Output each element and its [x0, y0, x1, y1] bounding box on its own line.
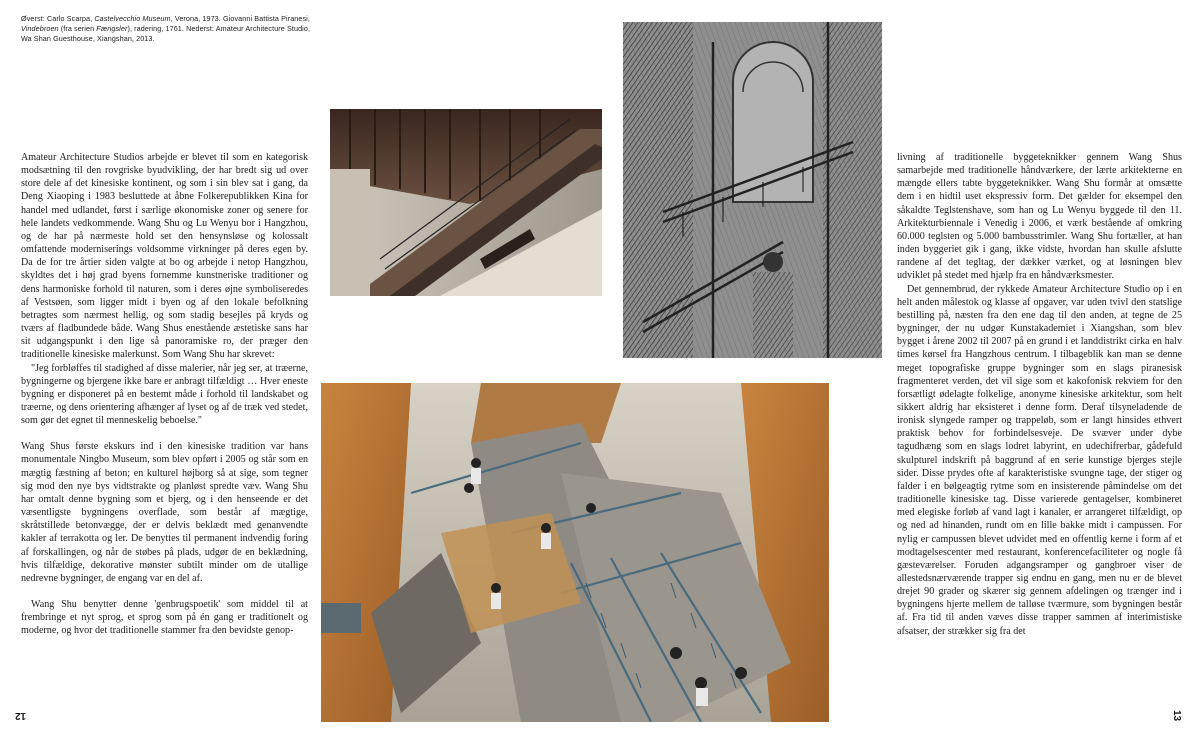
- page-number-left: 12: [15, 710, 27, 721]
- paragraph: Det gennembrud, der rykkede Amateur Architecture Studio op i en helt anden målestok og klasse af opgaver, var uden tvivl den statslige bestilling på, næsten fra den ene dag til den anden, at tegne de 25 bygninger, der nu udgør Kunstakademiet i Xiangshan, som blev bygget i årene 2002 til 2007 på en grund i et landdistrikt cirka en halv times kørsel fra Hangzhous centrum. I tilbageblik kan man se denne meget topografiske gruppe bygninger som en slags piranesisk fragmenteret verden, det vil sige som et kakofonisk rekviem for den forsætligt ødelagte folkelige, anonyme kinesiske arkitektur, som helt sikkert aldrig har eksisteret i denne form. Deraf tilsyneladende de ironisk slyngede ramper og trappeløb, som er langt hinsides ethvert praktisk behov for forbindelsesveje. De svæver under dybe tagudhæng som en slags lodret labyrint, en udechifrerbar, gådefuld skulpturel indskrift på baggrund af en serie kunstige bjerges stejle sider. Disse prydes ofte af karakteristiske svungne tage, der stiger og falder i en bølgeagtig rytme som en insisterende påmindelse om det traditionelle kinesiske tag. Disse varierede gentagelser, kombineret med elegiske forløb af vand lagt i kanaler, er arrangeret tilfældigt, op og ned ad hinanden, rundt om en lille bakke midt i campussen. For nylig er campussen blevet udvidet med en offentlig kerne i form af et modtagelsescenter med restaurant, konferencefaciliteter og nogle få gæsteværelser. Foruden adgangsramper og gangbroer viser de allestedsnærværende trapper sig endnu en gang, men nu er de blevet drejet 90 grader og skærer sig gennem afdelingen og trænger ind i bygningens hjerte mellem de talløse tværmure, som bygningen består af. Fra tid til anden væves disse trapper sammen af interimistiske afsatser, der strækker sig fra det: [897, 283, 1182, 637]
- piranesi-etching: [623, 22, 882, 358]
- quote: "Jeg forbløffes til stadighed af disse malerier, når jeg ser, at træerne, bygningerne og bjergene ikke bare er anbragt tilfældigt … Hver eneste bygning er disponeret på en bestemt måde i forhold til landskabet og træerne, og dens orientering afhænger af lyset og af de træk ved stedet, som gør det egnet til menneskelig beboelse.": [21, 362, 308, 427]
- castelvecchio-photo: [330, 109, 602, 296]
- paragraph: Amateur Architecture Studios arbejde er blevet til som en kategorisk modsætning til den rovgriske byudvikling, der har bredt sig ud over store dele af det kinesiske kontinent, og som i sin blev sat i gang, da Deng Xiaoping i 1983 besluttede at åbne Folkerepublikken Kina for handel med udlandet, først i særlige økonomiske zoner og senere for hele landets vedkommende. Wang Shu og Lu Wenyu bor i Hangzhou, og de har på nærmeste hold set den hensynsløse og kolossalt omfattende moderniserings voldsomme virkninger på deres egen by. Da de for tre årtier siden valgte at bo og arbejde i netop Hangzhou, skyldtes det i høj grad byens fornemme kunstneriske traditioner og dens harmoniske forhold til naturen, som i deres øjne symboliseredes af Vestsøen, som ligger midt i byen og af den lokale befolkning betragtes som nærmest hellig, og som stadig besejles på kryds og tværs af fladbundede både. Wang Shus enestående æstetiske sans har sit udgangspunkt i den lige så panoramiske ro, der præger den traditionelle kinesiske malerkunst. Som Wang Shu har skrevet:: [21, 152, 308, 361]
- paragraph: livning af traditionelle byggeteknikker gennem Wang Shus samarbejde med traditionelle håndværkere, der lærte arkitekterne en mængde ellers tabte byggeteknikker. Wang Shu formår at omsætte dem i en hidtil uset ekspressiv form. Det gælder for eksempel den såkaldte Teglstenshave, som han og Lu Wenyu byggede til den 11. Arkitekturbiennale i Venedig i 2006, et værk bestående af omkring 60.000 teglsten og 5.000 bambusstrimler. Wang Shu fortæller, at han inden byggeriet gik i gang, ikke vidste, hvordan han skulle afslutte randene af det tegltag, der dækker værket, og at løsningen blev udviklet på stedet med hjælp fra en håndværksmester.: [897, 152, 1182, 282]
- paragraph: Wang Shu benytter denne 'genbrugspoetik' som middel til at frembringe et nyt sprog, et sprog som på én gang er traditionelt og moderne, og hvor det traditionelle stammer fra den bevidste genop-: [21, 599, 308, 637]
- photo-caption: Øverst: Carlo Scarpa, Castelvecchio Museum, Verona, 1973. Giovanni Battista Piranesi, Vindebroen (fra serien Fængsler), radering, 1761. Nederst: Amateur Architecture Studio, Wa Shan Guesthouse, Xiangshan, 2013.: [21, 14, 311, 43]
- right-text-column: [897, 151, 1182, 638]
- page-number-right: 13: [1171, 709, 1183, 722]
- left-text-column: [21, 151, 308, 637]
- wa-shan-guesthouse-photo: [321, 383, 829, 722]
- paragraph: Wang Shus første ekskurs ind i den kinesiske tradition var hans monumentale Ningbo Museum, som blev opført i 2005 og står som en mægtig fæstning af beton; en kulturel højborg så at sige, som tegner sig mod den nye bys vidtstrakte og planløst spredte væv. Wang Shu har omtalt denne bygning som et bjerg, og i den henseende er det væsentligste bygningens overflade, som består af mægtige, skråtstillede betonvægge, der er delvis beklædt med genanvendte kakler af terrakotta og ler. De benyttes til permanent indvendig foring af forskallingen, og når de støbes på plads, udgør de en beklædning, hvis tilfældige, dekorative mønster subtilt minder om de utallige nedrevne bygninger, de engang var en del af.: [21, 441, 308, 584]
